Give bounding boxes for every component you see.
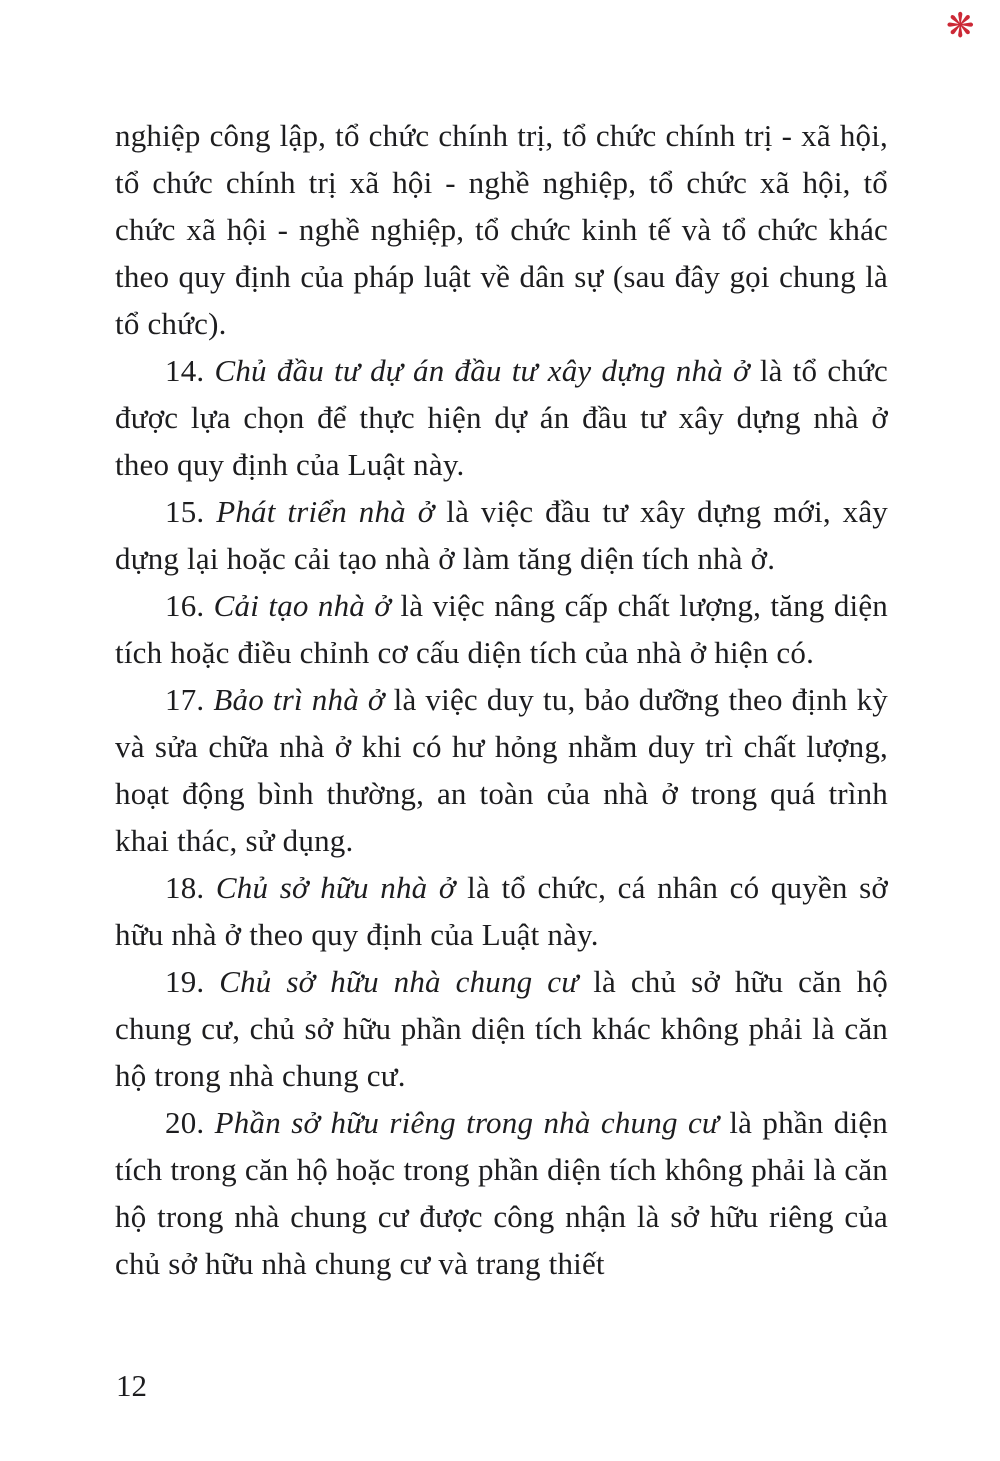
term-italic: Cải tạo nhà ở bbox=[213, 588, 392, 623]
paragraph-5 bbox=[115, 676, 888, 864]
text-segment: 16. bbox=[165, 588, 214, 623]
paragraph-3 bbox=[115, 488, 888, 582]
flower-ornament-icon: ❋ bbox=[946, 6, 975, 46]
text-segment: là việc duy tu, bảo dưỡng theo định kỳ và sửa chữa nhà ở khi có hư hỏng nhằm duy trì chất lượng, hoạt động bình thường, an toàn của nhà ở trong quá trình khai thác, sử dụng. bbox=[115, 682, 888, 858]
paragraph-4 bbox=[115, 582, 888, 676]
text-segment: là tổ chức được lựa chọn để thực hiện dự án đầu tư xây dựng nhà ở theo quy định của Luật này. bbox=[115, 353, 888, 482]
text-segment: 20. bbox=[165, 1105, 215, 1140]
paragraph-1 bbox=[115, 112, 888, 347]
text-segment: 19. bbox=[165, 964, 220, 999]
term-italic: Bảo trì nhà ở bbox=[213, 682, 385, 717]
text-segment: 18. bbox=[165, 870, 216, 905]
paragraph-7 bbox=[115, 958, 888, 1099]
paragraph-2 bbox=[115, 347, 888, 488]
text-segment: nghiệp công lập, tổ chức chính trị, tổ chức chính trị - xã hội, tổ chức chính trị xã hội - nghề nghiệp, tổ chức xã hội, tổ chức xã hội - nghề nghiệp, tổ chức kinh tế và tổ chức khác theo quy định của pháp luật về dân sự (sau đây gọi chung là tổ chức). bbox=[115, 118, 888, 341]
text-segment: là phần diện tích trong căn hộ hoặc trong phần diện tích không phải là căn hộ trong nhà chung cư được công nhận là sở hữu riêng của chủ sở hữu nhà chung cư và trang thiết bbox=[115, 1105, 888, 1281]
text-segment: 17. bbox=[165, 682, 214, 717]
text-segment: là chủ sở hữu căn hộ chung cư, chủ sở hữu phần diện tích khác không phải là căn hộ trong nhà chung cư. bbox=[115, 964, 888, 1093]
page-number: 12 bbox=[116, 1368, 147, 1403]
paragraph-6 bbox=[115, 864, 888, 958]
term-italic: Chủ sở hữu nhà ở bbox=[215, 870, 456, 905]
text-segment: 15. bbox=[165, 494, 217, 529]
term-italic: Chủ đầu tư dự án đầu tư xây dựng nhà ở bbox=[214, 353, 750, 388]
term-italic: Chủ sở hữu nhà chung cư bbox=[219, 964, 579, 999]
text-segment: là việc nâng cấp chất lượng, tăng diện tích hoặc điều chỉnh cơ cấu diện tích của nhà ở hiện có. bbox=[115, 588, 888, 670]
term-italic: Phát triển nhà ở bbox=[216, 494, 435, 529]
document-body bbox=[115, 112, 888, 1287]
paragraph-8 bbox=[115, 1099, 888, 1287]
text-segment: 14. bbox=[165, 353, 215, 388]
text-segment: là việc đầu tư xây dựng mới, xây dựng lại hoặc cải tạo nhà ở làm tăng diện tích nhà ở. bbox=[115, 494, 888, 576]
term-italic: Phần sở hữu riêng trong nhà chung cư bbox=[214, 1105, 720, 1140]
text-segment: là tổ chức, cá nhân có quyền sở hữu nhà ở theo quy định của Luật này. bbox=[115, 870, 888, 952]
